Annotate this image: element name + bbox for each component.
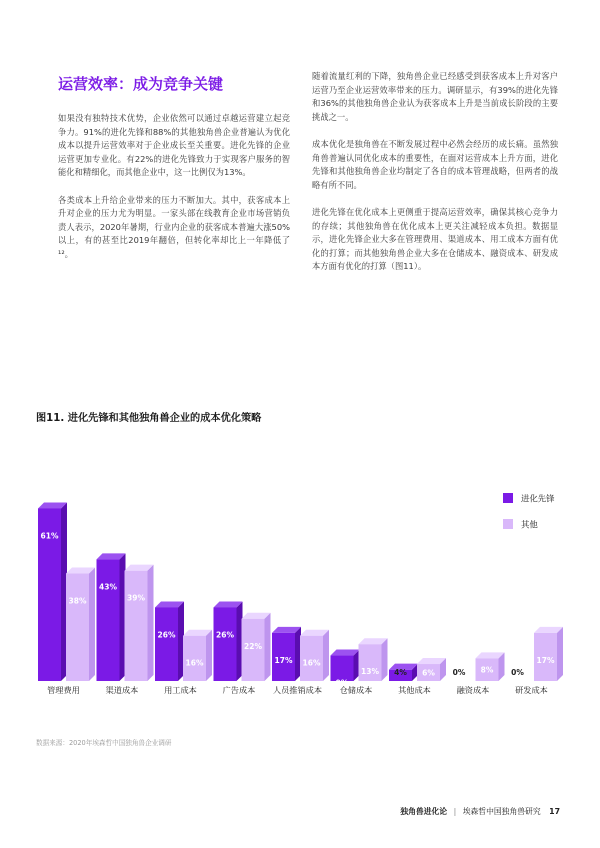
bar-other	[125, 571, 148, 681]
legend-swatch-pioneer	[503, 493, 513, 503]
bar-chart	[0, 440, 600, 710]
value-label-other: 13%	[361, 667, 379, 677]
value-label-other: 6%	[422, 668, 435, 678]
legend-label-other: 其他	[521, 519, 538, 530]
value-label-pioneer: 0%	[452, 668, 466, 677]
bar-side-other	[265, 613, 271, 681]
paragraph: 随着流量红利的下降，独角兽企业已经感受到获客成本上升对客户运营乃至企业运营效率带来的压力。调研显示，有39%的进化先锋和36%的其他独角兽企业认为获客成本上升是当前成长阶段的主要挑战之一。	[312, 71, 558, 122]
value-label-other: 16%	[185, 658, 204, 668]
value-label-pioneer: 4%	[394, 668, 407, 677]
bar-pioneer	[155, 607, 178, 681]
value-label-other: 39%	[127, 593, 145, 603]
paragraph: 各类成本上升给企业带来的压力不断加大。其中，获客成本上升对企业的压力尤为明显。一家头部在线教育企业市场营销负责人表示，2020年暑期，行业内企业的获客成本普遍大涨50%以上，有的甚至比2019年翻倍，但转化率却比上一年降低了¹²。	[58, 194, 290, 259]
category-label: 其他成本	[398, 685, 431, 695]
value-label-other: 17%	[536, 655, 555, 665]
value-label-pioneer: 17%	[274, 655, 293, 665]
page-number: 17	[549, 807, 560, 816]
paragraph: 如果没有独特技术优势，企业依然可以通过卓越运营建立起竞争力。91%的进化先锋和88%的其他独角兽企业普遍认为优化成本以提升运营效率对于企业成长至关重要。进化先锋的企业运营更加专业化。有22%的进化先锋致力于实现客户服务的智能化和精细化，而其他企业中，这一比例仅为13%。	[58, 113, 290, 178]
value-label-pioneer: 26%	[157, 630, 176, 640]
category-label: 仓储成本	[339, 685, 373, 695]
category-label: 广告成本	[222, 685, 256, 695]
bar-side-other	[382, 638, 388, 681]
bar-side-other	[557, 627, 563, 681]
bar-side-other	[89, 568, 95, 681]
right-text-column	[312, 70, 558, 288]
footer-separator: |	[453, 807, 457, 816]
category-label: 研发成本	[515, 685, 548, 695]
legend-swatch-other	[503, 519, 513, 529]
figure-title: 图11. 进化先锋和其他独角兽企业的成本优化策略	[36, 413, 262, 424]
category-label: 融资成本	[456, 685, 490, 695]
value-label-other: 8%	[480, 665, 494, 675]
bar-pioneer	[214, 607, 237, 681]
bar-other	[66, 574, 89, 681]
category-label: 用工成本	[164, 685, 197, 695]
value-label-other: 22%	[244, 641, 262, 651]
paragraph: 进化先锋在优化成本上更侧重于提高运营效率，确保其核心竞争力的存续；其他独角兽在优化成本上更关注减轻成本负担。数据显示，进化先锋企业大多在管理费用、渠道成本、用工成本方面有优化的打算；而其他独角兽企业大多在仓储成本、融资成本、研发成本方面有优化的打算（图11）。	[312, 206, 558, 272]
left-text-column	[58, 112, 290, 275]
paragraph: 成本优化是独角兽在不断发展过程中必然会经历的成长痛。虽然独角兽普遍认同优化成本的重要性，在面对运营成本上升方面，进化先锋和其他独角兽企业均制定了各自的成本管理战略，但两者的战略有所不同。	[312, 138, 558, 190]
category-label: 人员推销成本	[272, 685, 323, 695]
footer-subtitle: 埃森哲中国独角兽研究	[462, 807, 541, 816]
bar-pioneer	[97, 559, 120, 681]
value-label-pioneer: 26%	[216, 630, 234, 640]
category-label: 渠道成本	[105, 685, 139, 695]
footer-brand: 独角兽进化论	[400, 807, 448, 816]
value-label-pioneer: 0%	[511, 668, 524, 677]
bar-side-other	[323, 630, 329, 681]
page-footer	[400, 806, 560, 817]
bar-side-other	[148, 565, 154, 681]
category-label: 管理费用	[47, 685, 80, 695]
value-label-pioneer: 43%	[99, 582, 117, 592]
bar-pioneer	[331, 656, 354, 681]
value-label-other: 16%	[302, 658, 321, 668]
value-label-pioneer: 9%	[335, 678, 349, 688]
bar-side-other	[206, 630, 212, 681]
value-label-other: 38%	[68, 596, 87, 606]
legend-label-pioneer: 进化先锋	[521, 493, 555, 504]
data-source-note: 数据来源：2020年埃森哲中国独角兽企业调研	[36, 739, 172, 747]
section-title: 运营效率：成为竞争关键	[58, 75, 224, 93]
value-label-pioneer: 61%	[40, 531, 59, 541]
